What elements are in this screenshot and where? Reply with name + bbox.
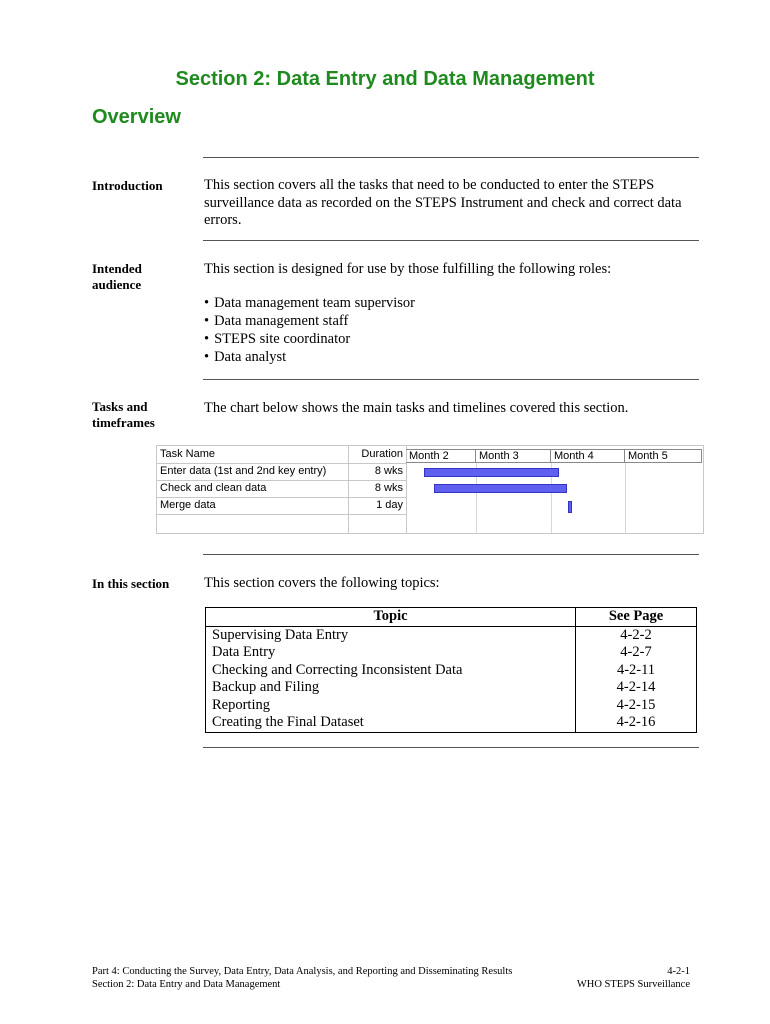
topics-table [205,607,697,733]
footer-line-2 [92,978,690,991]
gantt-bar [424,468,559,477]
in-this-section-label: In this section [92,576,170,591]
gantt-row [157,463,406,481]
gantt-task-name: Merge data [160,499,216,511]
gantt-row [157,514,406,531]
gantt-month-label: Month 5 [625,449,702,463]
divider [203,379,699,380]
gantt-bar [434,484,567,493]
gantt-header-row [157,446,406,464]
page-cell: 4-2-7 [576,644,697,662]
page-cell: 4-2-2 [576,626,697,644]
introduction-label: Introduction [92,178,163,193]
audience-text: This section is designed for use by those fulfilling the following roles: [204,261,612,277]
page-cell: 4-2-11 [576,662,697,680]
in-this-section-text: This section covers the following topics: [204,575,440,591]
list-item: • Data management staff [204,312,700,330]
gantt-task-duration: 8 wks [374,482,403,494]
gantt-gridline [625,463,626,533]
table-row [206,626,697,644]
audience-label: Intended audience [92,261,142,292]
list-item: • Data analyst [204,348,700,366]
list-item: • STEPS site coordinator [204,330,700,348]
divider [203,157,699,158]
footer-part-title: Part 4: Conducting the Survey, Data Entry, Data Analysis, and Reporting and Disseminating Results [92,966,513,977]
gantt-col-task: Task Name [160,448,216,460]
footer-publisher: WHO STEPS Surveillance [576,979,690,990]
topic-cell: Backup and Filing [212,679,320,695]
divider [203,747,699,748]
page-column-header: See Page [576,608,697,627]
topic-cell: Reporting [212,696,270,713]
page-cell: 4-2-14 [576,679,697,697]
tasks-text: The chart below shows the main tasks and timelines covered this section. [204,400,629,416]
list-item: • Data management team supervisor [204,294,700,312]
page-number: 4-2-1 [667,966,690,977]
overview-heading: Overview [92,106,181,128]
gantt-separator [348,446,349,533]
gantt-task-duration: 1 day [376,499,403,511]
gantt-row [157,480,406,498]
section-title: Section 2: Data Entry and Data Management [175,68,595,90]
footer-section-title: Section 2: Data Entry and Data Management [92,979,281,990]
gantt-task-name: Enter data (1st and 2nd key entry) [160,465,327,477]
topic-cell: Supervising Data Entry [212,626,349,643]
page-cell: 4-2-15 [576,697,697,715]
table-row [206,714,697,732]
gantt-bar [568,501,572,513]
divider [203,240,699,241]
gantt-task-name: Check and clean data [160,482,267,494]
topic-cell: Creating the Final Dataset [212,714,364,730]
divider [203,554,699,555]
gantt-month-label: Month 2 [406,449,476,463]
tasks-label: Tasks and timeframes [92,399,155,430]
table-header-row [206,608,697,627]
table-row [206,697,697,715]
gantt-task-duration: 8 wks [374,465,403,477]
page-cell: 4-2-16 [576,714,697,732]
table-row [206,644,697,662]
topic-cell: Checking and Correcting Inconsistent Data [212,661,463,678]
footer-line-1 [92,965,690,978]
gantt-chart [156,445,704,534]
table-row [206,679,697,697]
introduction-text: This section covers all the tasks that need to be conducted to enter the STEPS surveillance data as recorded on the STEPS Instrument and check and correct data errors. [204,177,682,228]
gantt-col-duration: Duration [361,448,403,460]
gantt-month-label: Month 3 [476,449,551,463]
gantt-row [157,497,406,515]
gantt-month-label: Month 4 [551,449,625,463]
topic-cell: Data Entry [212,644,276,660]
topic-column-header: Topic [373,608,408,624]
roles-list [204,294,700,366]
table-row [206,662,697,680]
